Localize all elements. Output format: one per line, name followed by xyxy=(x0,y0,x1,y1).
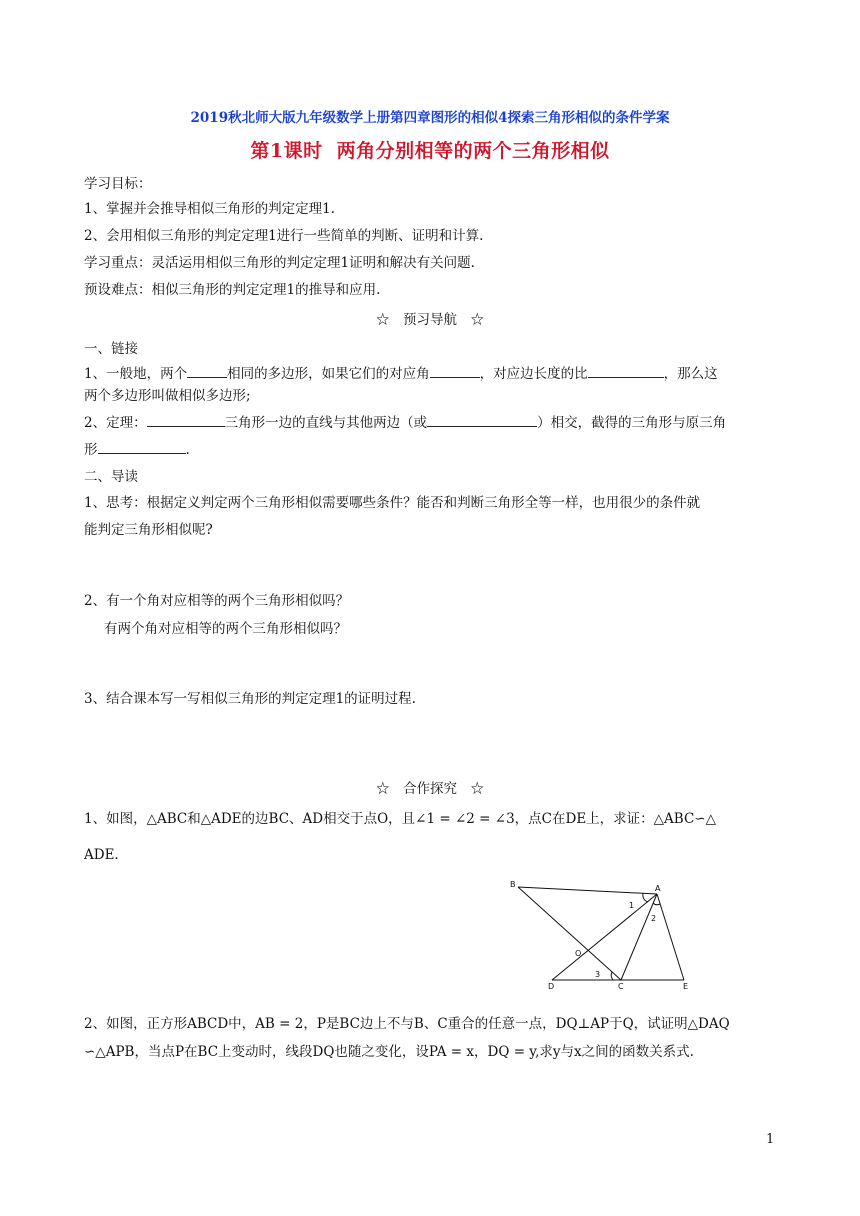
reading-1-cont: 能判定三角形相似呢? xyxy=(84,522,213,538)
label-C: C xyxy=(618,982,624,991)
document-title: 2019秋北师大版九年级数学上册第四章图形的相似4探索三角形相似的条件学案 xyxy=(190,110,670,126)
segment-AD xyxy=(552,894,657,980)
label-D: D xyxy=(548,982,555,991)
page-number: 1 xyxy=(766,1132,775,1147)
angle-1-arc xyxy=(643,893,648,902)
fill-question-2-cont: 形 . xyxy=(84,442,190,458)
link-heading: 一、链接 xyxy=(84,341,138,357)
lesson-title xyxy=(0,136,860,163)
segment-BA xyxy=(518,887,657,894)
label-A: A xyxy=(655,884,661,893)
fill-question-1-cont: 两个多边形叫做相似多边形; xyxy=(84,388,251,404)
problem-1: 1、如图，△ABC和△ADE的边BC、AD相交于点O，且∠1 = ∠2 = ∠3，点C在DE上，求证：△ABC∽△ xyxy=(84,811,716,827)
label-angle-1: 1 xyxy=(629,901,635,910)
reading-2: 2、有一个角对应相等的两个三角形相似吗？ xyxy=(84,593,350,609)
problem-2-cont: ∽△APB，当点P在BC上变动时，线段DQ也随之变化，设PA = x，DQ = y,求y与x之间的函数关系式. xyxy=(84,1044,694,1060)
key-point: 学习重点：灵活运用相似三角形的判定定理1证明和解决有关问题. xyxy=(84,255,475,271)
reading-3: 3、结合课本写一写相似三角形的判定定理1的证明过程. xyxy=(84,691,416,707)
answer-blank[interactable] xyxy=(187,364,227,378)
answer-blank[interactable] xyxy=(430,364,480,378)
label-B: B xyxy=(510,880,516,889)
label-O: O xyxy=(575,949,582,958)
reading-2-cont: 有两个角对应相等的两个三角形相似吗？ xyxy=(104,621,347,637)
cooperate-heading: ☆ 合作探究 ☆ xyxy=(376,781,484,797)
problem-2: 2、如图，正方形ABCD中，AB = 2，P是BC边上不与B、C重合的任意一点，DQ⊥AP于Q，试证明△DAQ xyxy=(84,1016,730,1032)
reading-1: 1、思考：根据定义判定两个三角形相似需要哪些条件？能否和判断三角形全等一样，也用很少的条件就 xyxy=(84,495,701,511)
angle-2-arc xyxy=(653,903,660,905)
objective-1: 1、掌握并会推导相似三角形的判定定理1. xyxy=(84,201,335,217)
problem-1-cont: ADE. xyxy=(84,847,119,863)
label-angle-3: 3 xyxy=(595,970,601,979)
objective-2: 2、会用相似三角形的判定定理1进行一些简单的判断、证明和计算. xyxy=(84,228,484,244)
difficulty: 预设难点：相似三角形的判定定理1的推导和应用. xyxy=(84,282,381,298)
label-angle-2: 2 xyxy=(651,914,657,923)
fill-question-2: 2、定理： 三角形一边的直线与其他两边（或 ）相交，截得的三角形与原三角 xyxy=(84,415,727,431)
answer-blank[interactable] xyxy=(427,413,537,427)
fill-question-1: 1、一般地，两个 相同的多边形，如果它们的对应角 ，对应边长度的比 ，那么这 xyxy=(84,366,718,382)
triangle-figure xyxy=(500,872,710,994)
preview-heading: ☆ 预习导航 ☆ xyxy=(376,312,484,328)
objectives-heading: 学习目标： xyxy=(84,176,152,192)
segment-AC xyxy=(621,894,657,980)
answer-blank[interactable] xyxy=(98,440,186,454)
reading-heading: 二、导读 xyxy=(84,469,138,485)
lesson-number: 第1课时 xyxy=(250,140,323,162)
lesson-name: 两角分别相等的两个三角形相似 xyxy=(336,140,610,162)
answer-blank[interactable] xyxy=(588,364,664,378)
answer-blank[interactable] xyxy=(147,413,225,427)
label-E: E xyxy=(683,982,689,991)
segment-AE xyxy=(657,894,684,980)
